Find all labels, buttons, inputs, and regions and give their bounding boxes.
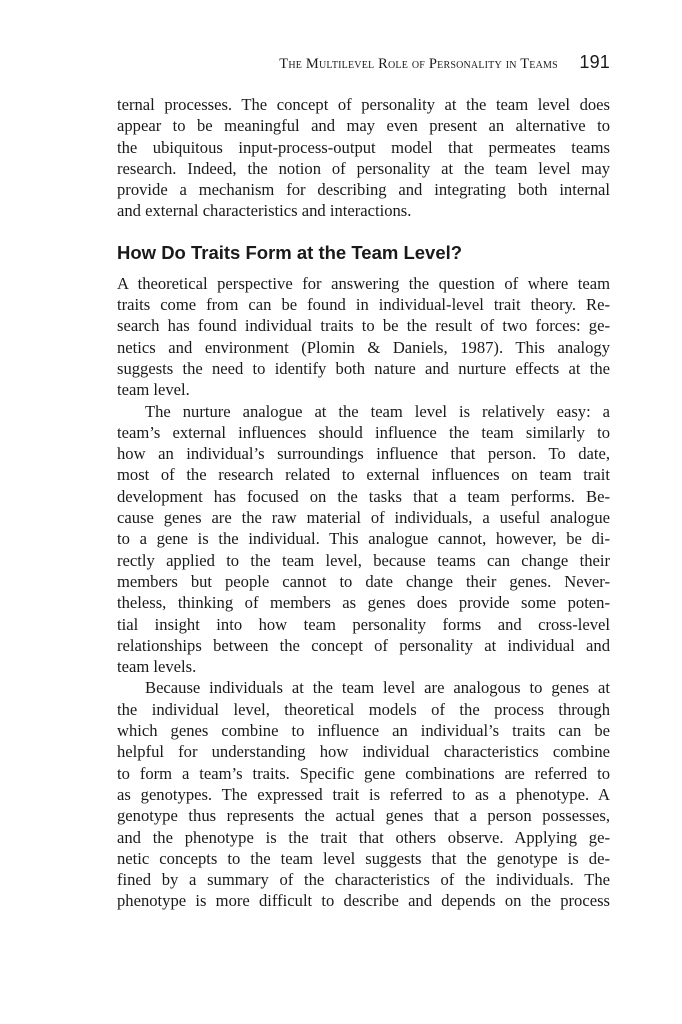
section-heading: How Do Traits Form at the Team Level? bbox=[117, 241, 463, 263]
text-line: relationships between the concept of personality at individual and bbox=[117, 635, 610, 655]
paragraphs-before bbox=[117, 94, 610, 222]
text-line: members but people cannot to date change their genes. Never- bbox=[117, 571, 610, 591]
text-line: team levels. bbox=[117, 657, 197, 677]
text-line: ternal processes. The concept of personality at the team level does bbox=[117, 95, 610, 114]
paragraph bbox=[117, 94, 610, 222]
text-line: provide a mechanism for describing and integrating both internal bbox=[117, 180, 610, 200]
text-line: appear to be meaningful and may even present an alternative to bbox=[117, 116, 610, 136]
text-line: netics and environment (Plomin & Daniels, 1987). This analogy bbox=[117, 337, 610, 357]
page-number: 191 bbox=[579, 52, 610, 72]
text-line: most of the research related to external influences on team trait bbox=[117, 465, 610, 485]
text-line: to a gene is the individual. This analogue cannot, however, be di- bbox=[117, 529, 610, 549]
text-line: A theoretical perspective for answering the question of where team bbox=[117, 273, 610, 293]
text-line: tial insight into how team personality forms and cross-level bbox=[117, 614, 610, 634]
text-line: team’s external influences should influence the team similarly to bbox=[117, 422, 610, 442]
paragraphs-after bbox=[117, 273, 610, 912]
text-line: search has found individual traits to be the result of two forces: ge- bbox=[117, 316, 610, 336]
text-line: and the phenotype is the trait that others observe. Applying ge- bbox=[117, 827, 610, 847]
text-line: research. Indeed, the notion of personality at the team level may bbox=[117, 158, 610, 178]
text-line: theless, thinking of members as genes does provide some poten- bbox=[117, 593, 610, 613]
text-line: fined by a summary of the characteristics of the individuals. The bbox=[117, 870, 610, 890]
text-line: the individual level, theoretical models of the process through bbox=[117, 699, 610, 719]
text-line: the ubiquitous input-process-output model that permeates teams bbox=[117, 137, 610, 157]
text-line: as genotypes. The expressed trait is referred to as a phenotype. A bbox=[117, 784, 610, 804]
body-text bbox=[117, 94, 610, 912]
paragraph bbox=[117, 273, 610, 401]
text-line: genotype thus represents the actual genes that a person possesses, bbox=[117, 806, 610, 826]
text-line: which genes combine to influence an individual’s traits can be bbox=[117, 721, 610, 741]
paragraph bbox=[117, 401, 610, 678]
text-line: suggests the need to identify both nature and nurture effects at the bbox=[117, 358, 610, 378]
text-line: phenotype is more difficult to describe and depends on the process bbox=[117, 891, 610, 911]
running-header bbox=[117, 52, 610, 73]
text-line: netic concepts to the team level suggests that the genotype is de- bbox=[117, 848, 610, 868]
text-line: how an individual’s surroundings influence that person. To date, bbox=[117, 444, 610, 464]
text-line: The nurture analogue at the team level is relatively easy: a bbox=[145, 401, 610, 421]
text-line: development has focused on the tasks that a team performs. Be- bbox=[117, 486, 610, 506]
text-line: rectly applied to the team level, because teams can change their bbox=[117, 550, 610, 570]
paragraph bbox=[117, 677, 610, 911]
text-line: cause genes are the raw material of individuals, a useful analogue bbox=[117, 508, 610, 528]
text-line: to form a team’s traits. Specific gene combinations are referred to bbox=[117, 763, 610, 783]
running-title: The Multilevel Role of Personality in Teams bbox=[279, 56, 558, 72]
text-line: traits come from can be found in individual-level trait theory. Re- bbox=[117, 295, 610, 315]
text-line: helpful for understanding how individual characteristics combine bbox=[117, 742, 610, 762]
text-line: Because individuals at the team level are analogous to genes at bbox=[145, 678, 610, 698]
text-line: team level. bbox=[117, 380, 190, 400]
text-line: and external characteristics and interactions. bbox=[117, 201, 412, 221]
